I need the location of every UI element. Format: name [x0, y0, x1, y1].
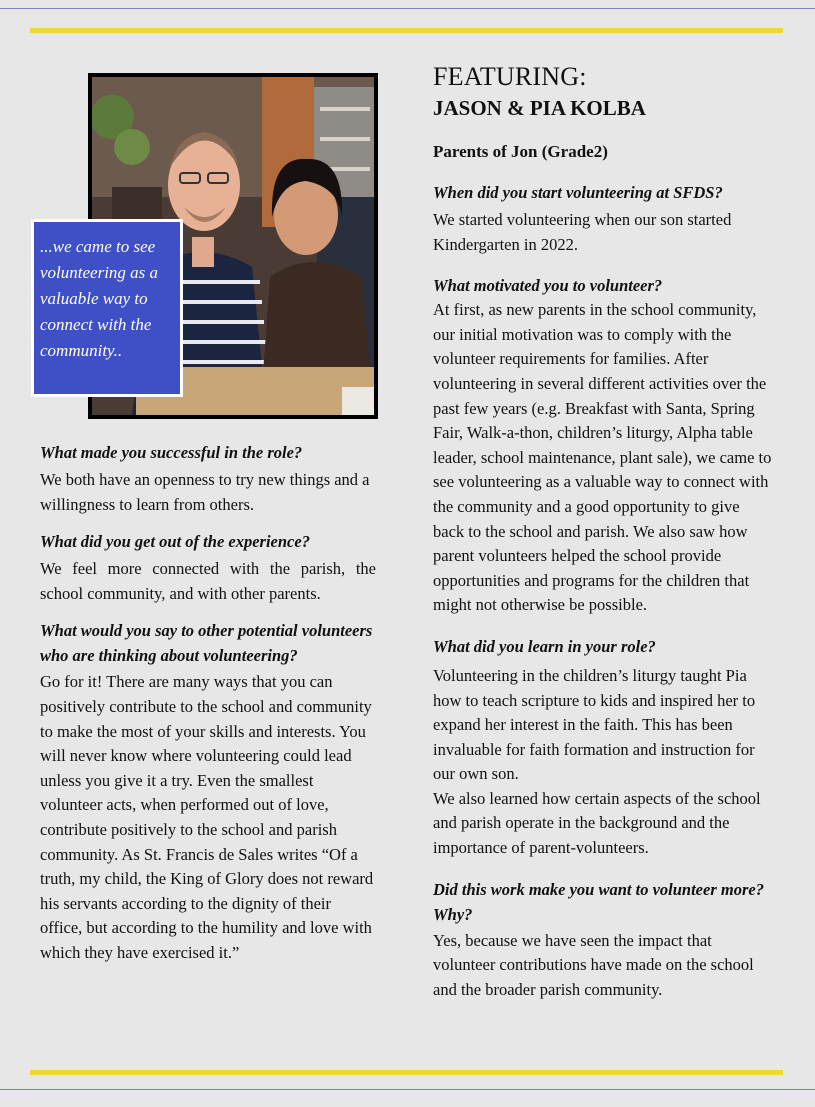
- answer-start: We started volunteering when our son started Kindergarten in 2022.: [433, 210, 732, 254]
- bottom-thin-rule: [0, 1089, 815, 1090]
- question-start: When did you start volunteering at SFDS?: [433, 183, 723, 202]
- answer-more: Yes, because we have seen the impact that volunteer contributions have made on the school and the broader parish community.: [433, 930, 754, 999]
- question-get-out: What did you get out of the experience?: [40, 532, 310, 552]
- top-yellow-rule: [30, 28, 783, 33]
- parents-of: Parents of Jon (Grade2): [433, 142, 608, 161]
- answer-get-out: We feel more connected with the parish, the school community, and with other parents.: [40, 559, 376, 603]
- answer-learn: Volunteering in the children’s liturgy taught Pia how to teach scripture to kids and inspired her to expand her interest in the faith. This has been invaluable for faith formation and instruction for our own son.: [433, 665, 756, 784]
- question-successful: What made you successful in the role?: [40, 443, 303, 462]
- featured-names: JASON & PIA KOLBA: [433, 96, 646, 120]
- right-column: [433, 62, 773, 1002]
- pull-quote-text: ...we came to see volunteering as a valuable way to connect with the community..: [40, 237, 159, 360]
- bottom-yellow-rule: [30, 1070, 783, 1075]
- answer-learn-continued: We also learned how certain aspects of the school and parish operate in the background and the importance of parent-volunteers.: [433, 788, 761, 858]
- question-motivated: What motivated you to volunteer?: [433, 276, 663, 296]
- answer-motivated: At first, as new parents in the school community, our initial motivation was to comply with the volunteer requirements for families. After volunteering in several different activities over the past few years (e.g. Breakfast with Santa, Spring Fair, Walk-a-thon, children’s liturgy, Alpha table leader, school maintenance, plant sale), we came to see volunteering as a valuable way to connect with the community and a good opportunity to give back to the school and parish. We also saw how parent volunteers helped the school provide opportunities and programs for the children that might not otherwise be possible.: [433, 300, 772, 615]
- featuring-label: FEATURING:: [433, 62, 587, 91]
- answer-advice: Go for it! There are many ways that you can positively contribute to the school and community to make the most of your skills and interests. You will never know where volunteering could lead unless you give it a try. Even the smallest volunteer acts, when performed out of love, contribute positively to the school and parish community. As St. Francis de Sales writes “Of a truth, my child, the King of Glory does not reward his servants according to the dignity of their office, but according to the humility and love with which they have exercised it.”: [40, 672, 374, 962]
- pull-quote: [31, 219, 183, 397]
- answer-successful: We both have an openness to try new things and a willingness to learn from others.: [40, 470, 370, 514]
- question-advice: What would you say to other potential volunteers who are thinking about volunteering?: [40, 621, 373, 666]
- top-thin-rule: [0, 8, 815, 9]
- left-column: [40, 440, 376, 966]
- question-learn: What did you learn in your role?: [433, 636, 656, 656]
- question-more: Did this work make you want to volunteer more? Why?: [433, 879, 764, 924]
